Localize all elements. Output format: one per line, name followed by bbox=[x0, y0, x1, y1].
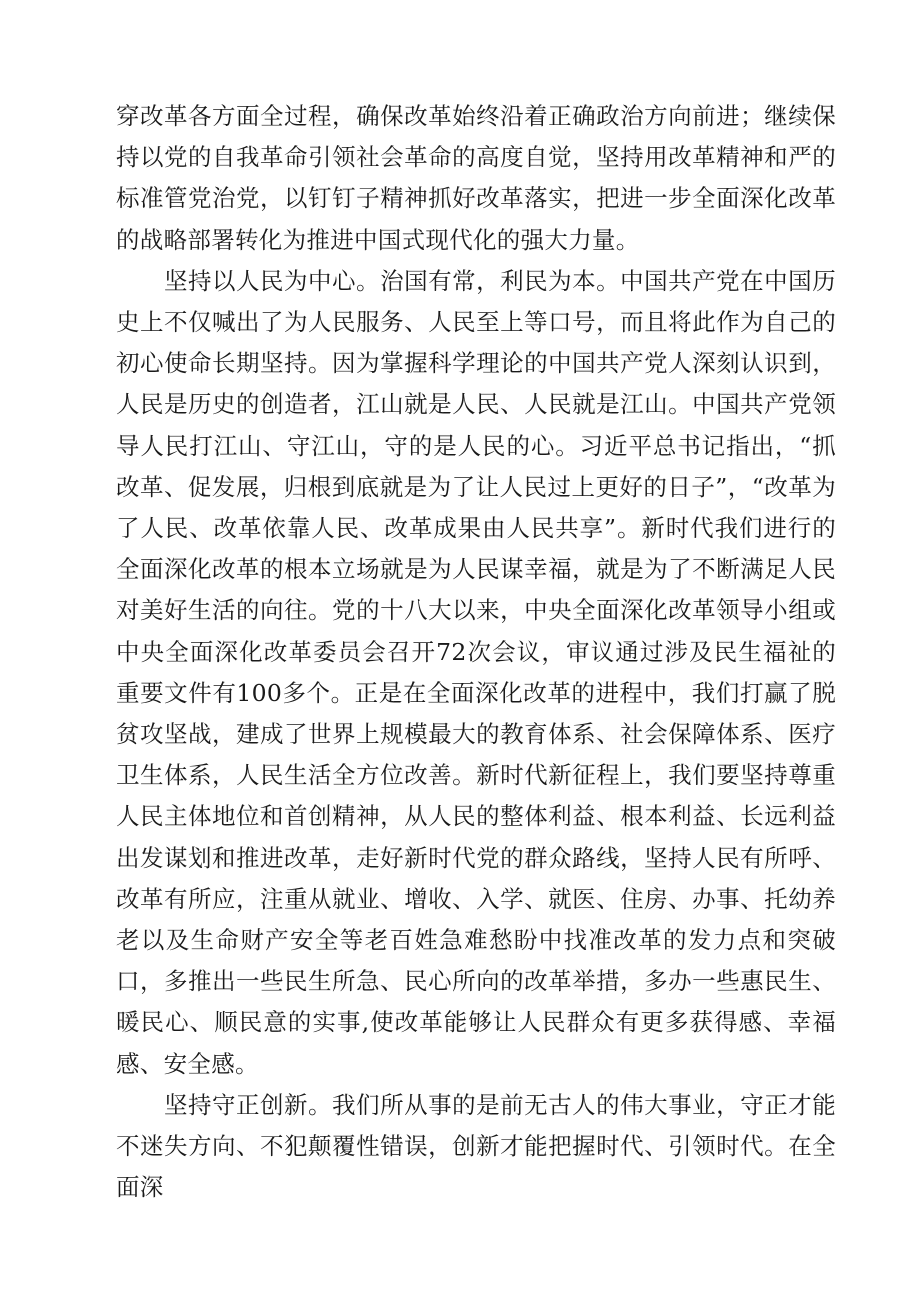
paragraph-continuation: 穿改革各方面全过程，确保改革始终沿着正确政治方向前进；继续保持以党的自我革命引领社会革命的高度自觉，坚持用改革精神和严的标准管党治党，以钉钉子精神抓好改革落实，把进一步全面深化改革的战略部署转化为推进中国式现代化的强大力量。 bbox=[116, 102, 836, 254]
document-body bbox=[116, 96, 836, 1208]
paragraph-people-centered: 坚持以人民为中心。治国有常，利民为本。中国共产党在中国历史上不仅喊出了为人民服务、人民至上等口号，而且将此作为自己的初心使命长期坚持。因为掌握科学理论的中国共产党人深刻认识到，人民是历史的创造者，江山就是人民、人民就是江山。中国共产党领导人民打江山、守江山，守的是人民的心。习近平总书记指出，“抓改革、促发展，归根到底就是为了让人民过上更好的日子”，“改革为了人民、改革依靠人民、改革成果由人民共享”。新时代我们进行的全面深化改革的根本立场就是为人民谋幸福，就是为了不断满足人民对美好生活的向往。党的十八大以来，中央全面深化改革领导小组或中央全面深化改革委员会召开72次会议，审议通过涉及民生福祉的重要文件有100多个。正是在全面深化改革的进程中，我们打赢了脱贫攻坚战，建成了世界上规模最大的教育体系、社会保障体系、医疗卫生体系，人民生活全方位改善。新时代新征程上，我们要坚持尊重人民主体地位和首创精神，从人民的整体利益、根本利益、长远利益出发谋划和推进改革，走好新时代党的群众路线，坚持人民有所呼、改革有所应，注重从就业、增收、入学、就医、住房、办事、托幼养老以及生命财产安全等老百姓急难愁盼中找准改革的发力点和突破口，多推出一些民生所急、民心所向的改革举措，多办一些惠民生、暖民心、顺民意的实事,使改革能够让人民群众有更多获得感、幸福感、安全感。 bbox=[116, 266, 836, 1078]
paragraph-upholding-innovation: 坚持守正创新。我们所从事的是前无古人的伟大事业，守正才能不迷失方向、不犯颠覆性错误，创新才能把握时代、引领时代。在全面深 bbox=[116, 1090, 836, 1202]
